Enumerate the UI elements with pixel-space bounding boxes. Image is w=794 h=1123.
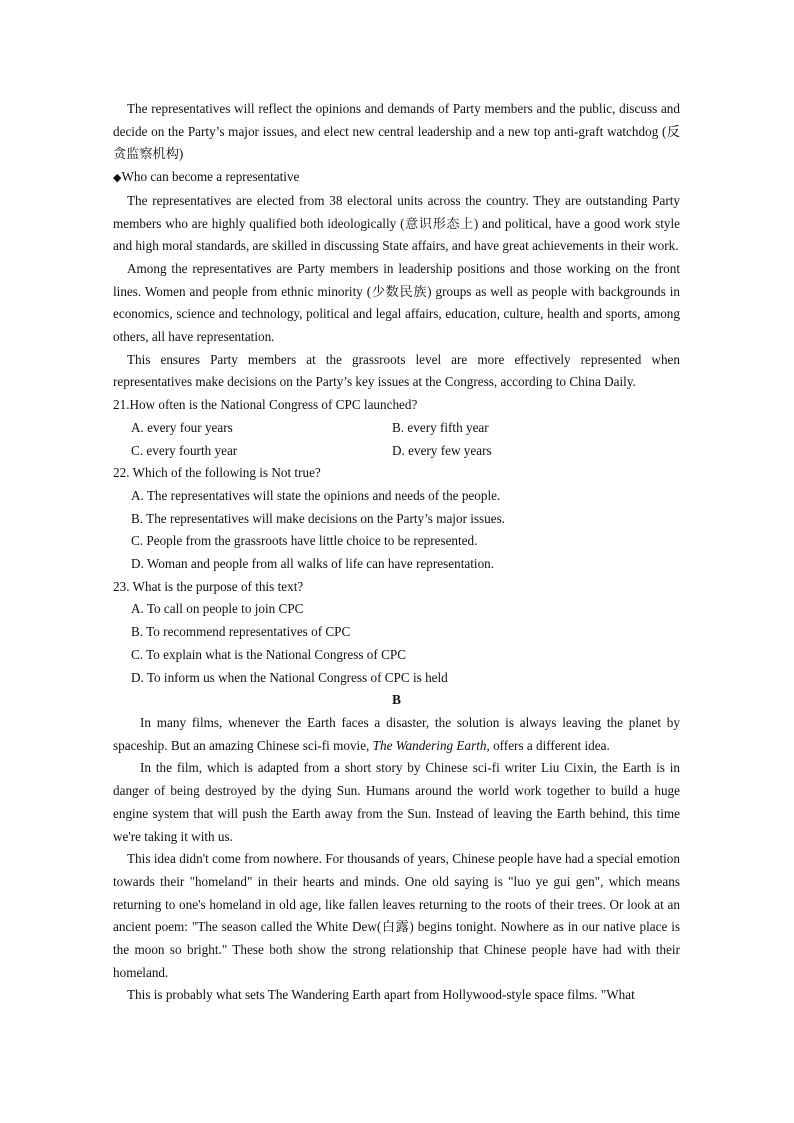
passage-a-paragraph-2: The representatives are elected from 38 electoral units across the country. They are outstanding Party members who are highly qualified both ideologically (意识形态上) and political, have a good work style and high moral standards, are skilled in discussing State affairs, and have great achievements in their work. — [113, 192, 680, 254]
question-23-option-c: C. To explain what is the National Congress of CPC — [131, 646, 407, 662]
passage-b-paragraph-1-start: In many films, whenever the Earth faces a disaster, the solution is always leaving the planet by spaceship. But an amazing Chinese sci-fi movie, — [113, 714, 680, 753]
passage-b-paragraph-4: This is probably what sets The Wandering Earth apart from Hollywood-style space films. "What — [127, 987, 635, 1003]
document-page — [113, 98, 680, 1007]
question-22-stem: 22. Which of the following is Not true? — [113, 465, 321, 481]
section-heading-text: Who can become a representative — [121, 169, 300, 185]
question-21-option-c: C. every fourth year — [131, 442, 238, 458]
question-22-option-c: C. People from the grassroots have little choice to be represented. — [131, 533, 478, 549]
question-21-stem: 21.How often is the National Congress of CPC launched? — [113, 397, 418, 413]
question-23-option-d: D. To inform us when the National Congress of CPC is held — [131, 669, 448, 685]
question-21-option-b: B. every fifth year — [392, 419, 489, 435]
question-21-option-d: D. every few years — [392, 442, 492, 458]
question-22-option-d: D. Woman and people from all walks of life can have representation. — [131, 556, 495, 572]
passage-b-paragraph-3: This idea didn't come from nowhere. For thousands of years, Chinese people have had a special emotion towards their "homeland" in their hearts and minds. One old saying is "luo ye gui gen", which means returning to one's homeland in old age, like fallen leaves returning to the roots of their trees. Or look at an ancient poem: "The season called the White Dew(白露) begins tonight. Nowhere as in our native place is the moon so bright." These both show the strong relationship that Chinese people have had with their homeland. — [113, 851, 680, 980]
passage-a-paragraph-3: Among the representatives are Party members in leadership positions and those working on the front lines. Women and people from ethnic minority (少数民族) groups as well as people with backgrounds in economics, science and technology, political and legal affairs, education, culture, health and sports, among others, all have representation. — [113, 260, 680, 345]
question-22-option-a: A. The representatives will state the opinions and needs of the people. — [131, 487, 501, 503]
passage-b-paragraph-1 — [113, 712, 680, 757]
question-21-option-a: A. every four years — [131, 419, 233, 435]
section-heading — [113, 166, 680, 190]
question-21-options-row-2 — [113, 440, 680, 463]
question-21-options-row-1 — [113, 417, 680, 440]
question-23-option-b: B. To recommend representatives of CPC — [131, 624, 351, 640]
question-22-option-b: B. The representatives will make decisions on the Party’s major issues. — [131, 510, 506, 526]
passage-b-paragraph-2: In the film, which is adapted from a short story by Chinese sci-fi writer Liu Cixin, the Earth is in danger of being destroyed by the dying Sun. Humans around the world work together to build a huge engine system that will push the Earth away from the Sun. Instead of leaving the Earth behind, this time we're taking it with us. — [113, 760, 680, 844]
passage-a-paragraph-4: This ensures Party members at the grassroots level are more effectively represented when representatives make decisions on the Party’s key issues at the Congress, according to China Daily. — [113, 351, 680, 390]
question-23-option-a: A. To call on people to join CPC — [131, 601, 304, 617]
passage-b-paragraph-1-end: , offers a different idea. — [486, 737, 610, 753]
passage-a-paragraph-1: The representatives will reflect the opinions and demands of Party members and the public, discuss and decide on the Party’s major issues, and elect new central leadership and a new top anti-graft watchdog (反贪监察机构) — [113, 101, 680, 162]
question-23-stem: 23. What is the purpose of this text? — [113, 578, 304, 594]
section-b-title: B — [392, 692, 401, 708]
movie-title: The Wandering Earth — [372, 737, 487, 753]
diamond-bullet-icon: ◆ — [113, 171, 122, 185]
